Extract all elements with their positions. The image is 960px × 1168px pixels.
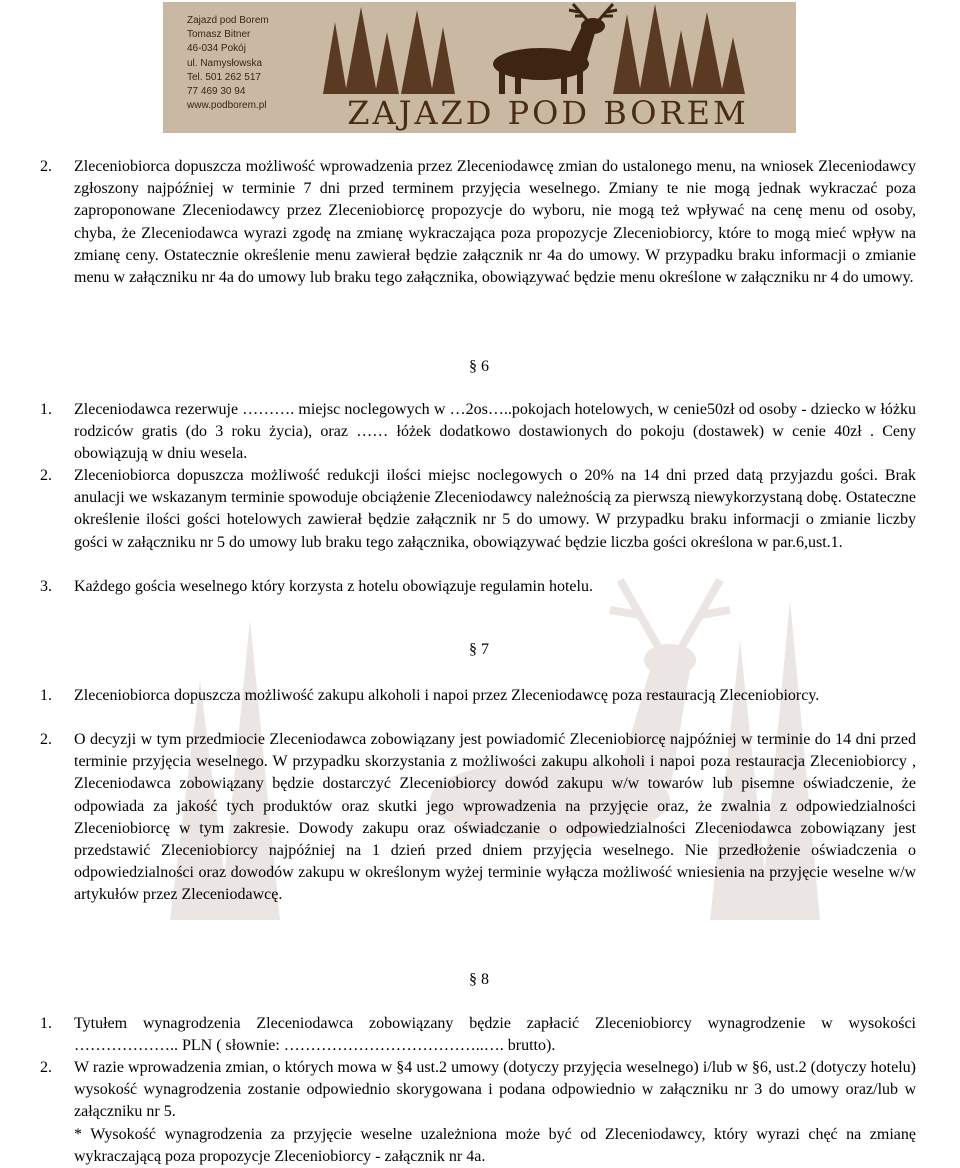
forest-deer-logo-icon: [283, 2, 783, 94]
item-text: Każdego gościa weselnego który korzysta z hotelu obowiązuje regulamin hotelu.: [74, 578, 593, 595]
item-number: 1.: [40, 401, 52, 418]
item-text: Zleceniobiorca dopuszcza możliwość zakupu alkoholi i napoi przez Zleceniodawcę poza restauracją Zleceniobiorcy.: [74, 687, 820, 704]
contact-line: ul. Namysłowska: [187, 57, 263, 69]
list-item: [40, 1057, 916, 1124]
section-heading: § 6: [469, 358, 489, 375]
item-number: 2.: [40, 467, 52, 484]
list-item: [40, 1013, 916, 1057]
contact-line: www.podborem.pl: [187, 100, 267, 112]
list-item: [40, 729, 916, 907]
item-text: W razie wprowadzenia zmian, o których mowa w §4 ust.2 umowy (dotyczy przyjęcia weselnego) i/lub w §6, ust.2 (dotyczy hotelu) wysokość wynagrodzenia zostanie odpowiednio skorygowana i podana odpowiednio w załączniku nr 3 do umowy oraz/lub w załączniku nr 5.: [74, 1059, 916, 1121]
logo-name: ZAJAZD POD BOREM: [347, 94, 749, 132]
contact-line: Zajazd pod Borem: [187, 15, 269, 26]
section-heading: § 7: [469, 641, 489, 658]
list-item: [40, 685, 916, 707]
list-item: [40, 156, 916, 289]
contact-line: Tel. 501 262 517: [187, 71, 261, 83]
item-text: Tytułem wynagrodzenia Zleceniodawca zobowiązany będzie zapłacić Zleceniobiorcy wynagrodzenie w wysokości ……………….. PLN ( słownie: ………………………………..…. brutto).: [74, 1015, 916, 1055]
item-number: 2.: [40, 158, 52, 175]
item-text: Zleceniodawca rezerwuje ………. miejsc noclegowych w …2os…..pokojach hotelowych, w cenie50zł od osoby - dziecko w łóżku rodziców gratis (do 3 roku życia), oraz …… łóżek dodatkowo dostawionych do pokoju (dostawek) w cenie 40zł . Ceny obowiązują w dniu wesela.: [74, 401, 916, 463]
item-number: 3.: [40, 578, 52, 595]
item-text: Zleceniobiorca dopuszcza możliwość wprowadzenia przez Zleceniodawcę zmian do ustalonego menu, na wniosek Zleceniodawcy zgłoszony najpóźniej w terminie 7 dni przed terminem przyjęcia weselnego. Zmiany te nie mogą jednak wykraczać poza zaproponowane Zleceniodawcy przez Zleceniobiorcę propozycje do wyboru, nie mogą też wpływać na cenę menu od osoby, chyba, że Zleceniodawca wyrazi zgodę na zmianę wykraczająca poza propozycje Zleceniobiorcy, które to mogą mieć wpływ na zmianę ceny. Ostatecznie określenie menu zawierał będzie załącznik nr 4a do umowy. W przypadku braku informacji o zmianie menu w załączniku nr 4a do umowy lub braku tego załącznika, obowiązywać będzie menu określone w załączniku nr 4 do umowy.: [74, 158, 916, 287]
logo-contact-block: [187, 14, 297, 113]
item-number: 1.: [40, 1015, 52, 1032]
header-logo-banner: [163, 2, 796, 133]
item-text: Zleceniobiorca dopuszcza możliwość redukcji ilości miejsc noclegowych o 20% na 14 dni przed datą przyjazdu gości. Brak anulacji we wskazanym terminie spowoduje obciążenie Zleceniodawcy należnością za pierwszą niewykorzystaną dobę. Ostateczne określenie ilości gości hotelowych zawierał będzie załącznik nr 5 do umowy. W przypadku braku informacji o zmianie liczby gości w załączniku nr 5 do umowy lub braku tego załącznika, obowiązywać będzie liczba gości określona w par.6,ust.1.: [74, 467, 916, 551]
section-heading: § 8: [469, 971, 489, 988]
item-number: 2.: [40, 1059, 52, 1076]
footnote: * Wysokość wynagrodzenia za przyjęcie weselne uzależniona może być od Zleceniodawcy, który wyrazi chęć na zmianę wykraczającą poza propozycje Zleceniobiorcy - załącznik nr 4a.: [74, 1126, 916, 1166]
item-text: O decyzji w tym przedmiocie Zleceniodawca zobowiązany jest powiadomić Zleceniobiorcę najpóźniej w terminie do 14 dni przed terminie przyjęcia weselnego. W przypadku skorzystania z możliwości zakupu alkoholi i napoi poza restauracja Zleceniobiorcy , Zleceniodawca zobowiązany będzie dostarczyć Zleceniobiorcy dowód zakupu w/w towarów lub pisemne oświadczenie, że odpowiada za jakość tych produktów oraz skutki jego wprowadzenia na przyjęcie oraz, że zwalnia z odpowiedzialności Zleceniobiorcę w tym zakresie. Dowody zakupu oraz oświadczanie o odpowiedzialności Zleceniodawca zobowiązany jest przedstawić Zleceniobiorcy najpóźniej na 1 dzień przed dniem przyjęcia weselnego. Nie przedłożenie oświadczenia o odpowiedzialności oraz dowodów zakupu w określonym wyżej terminie wyłącza możliwość wniesienia na przyjęcie weselne w/w artykułów przez Zleceniodawcę.: [74, 731, 916, 904]
item-number: 2.: [40, 731, 52, 748]
contact-line: Tomasz Bitner: [187, 29, 251, 41]
list-item: [40, 576, 916, 598]
contact-line: 77 469 30 94: [187, 86, 246, 98]
list-item: [40, 465, 916, 554]
item-number: 1.: [40, 687, 52, 704]
contact-line: 46-034 Pokój: [187, 43, 246, 55]
list-item: [40, 399, 916, 466]
